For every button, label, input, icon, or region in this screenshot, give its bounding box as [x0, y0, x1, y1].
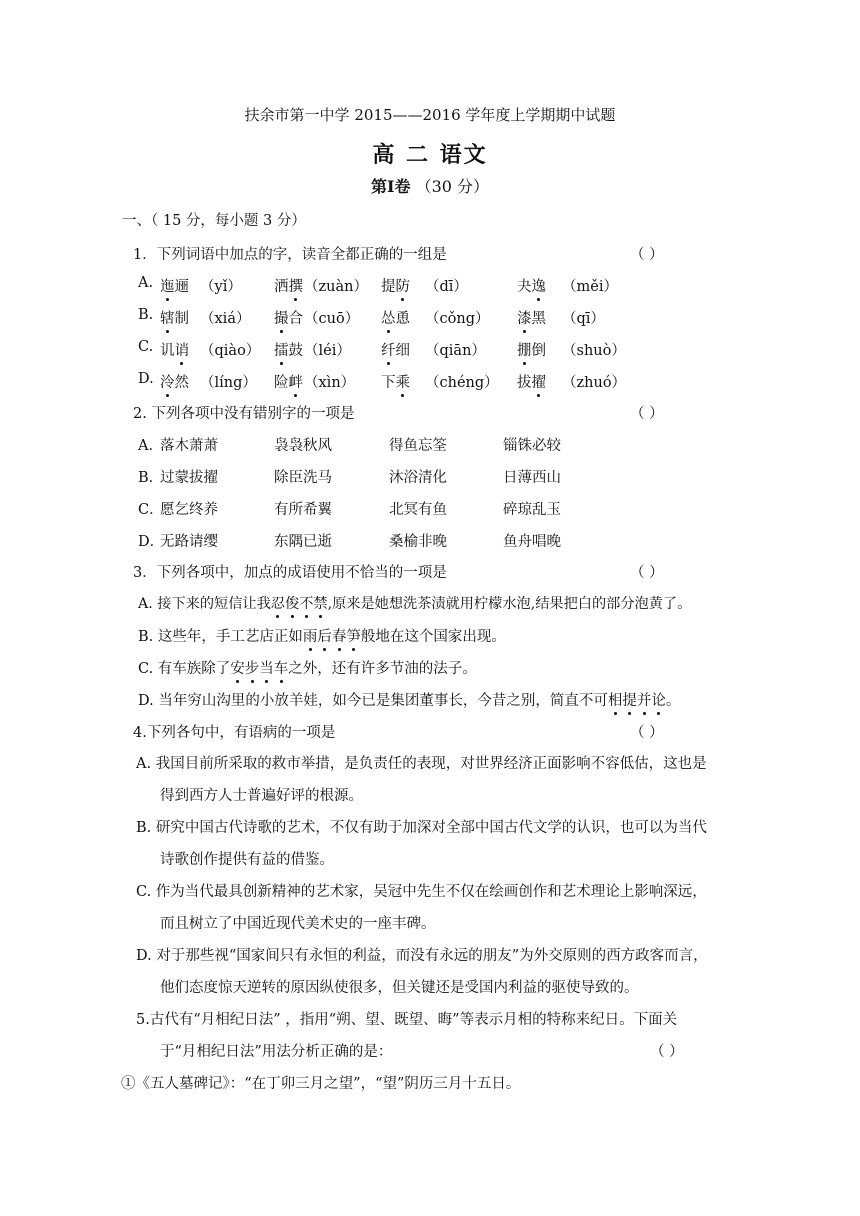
q3-option-b: B. 这些年，手工艺店正如雨后春笋般地在这个国家出现。 [138, 625, 506, 646]
q4-option-b-line2: 诗歌创作提供有益的借鉴。 [160, 852, 334, 868]
q1-pinyin: （xiá） [200, 311, 251, 327]
emphasis-char: 论 [651, 689, 666, 710]
emphasis-char: 俊 [285, 593, 299, 613]
q4-option-d-line2: 他们态度惊天逆转的原因纵使很多，但关键还是受国内利益的驱使导致的。 [160, 980, 639, 996]
q4-option-b-line1: B. 研究中国古代诗歌的艺术，不仅有助于加深对全部中国古代文学的认识，也可以为当代 [136, 820, 707, 836]
q4-stem: 4.下列各句中，有语病的一项是 [133, 725, 336, 741]
q2-phrase: 除臣洗马 [274, 470, 332, 486]
q1-pinyin: （yǐ） [200, 279, 242, 295]
q1-word: 擂鼓 [274, 339, 303, 360]
q2-phrase: 桑榆非晚 [389, 534, 447, 550]
q2-option-letter: A． [138, 438, 163, 454]
emphasis-char: 雨 [303, 625, 318, 646]
emphasis-char: 安 [230, 657, 245, 678]
emphasis-char: 提 [622, 689, 637, 710]
q5-item-1: ①《五人墓碑记》：“在丁卯三月之望”，“望”阴历三月十五日。 [121, 1076, 521, 1092]
q1-pinyin: （qiān） [425, 343, 486, 359]
q1-stem: 1．下列词语中加点的字，读音全都正确的一组是 [133, 247, 447, 263]
emphasis-char: 车 [274, 657, 289, 678]
q3-idiom-d [608, 693, 666, 709]
emphasis-char: 笋 [346, 625, 361, 646]
q1-option-letter: A. [138, 275, 154, 291]
q3-stem: 3．下列各项中，加点的成语使用不恰当的一项是 [133, 565, 447, 581]
q1-word: 纤细 [381, 339, 410, 360]
q1-word: 迤逦 [160, 275, 189, 296]
q4-option-a-line1: A. 我国目前所采取的救市举措，是负责任的表现，对世界经济正面影响不容低估，这也是 [136, 756, 707, 772]
q2-phrase: 落木萧萧 [160, 438, 218, 454]
q1-pinyin: （cuō） [304, 311, 360, 327]
q1-pinyin: （xìn） [304, 375, 356, 391]
q1-word: 拔擢 [517, 371, 546, 392]
emphasis-char: 步 [245, 657, 260, 678]
q2-option-letter: B． [138, 470, 164, 486]
q1-pinyin: （qiào） [200, 343, 261, 359]
emphasis-char: 并 [637, 689, 652, 710]
q2-phrase: 袅袅秋风 [274, 438, 332, 454]
q1-option-letter: D. [138, 371, 154, 387]
q1-pinyin: （chéng） [425, 375, 499, 391]
q1-pinyin: （shuò） [562, 343, 626, 359]
q2-phrase: 日薄西山 [503, 470, 561, 486]
q1-option-letter: C. [138, 339, 154, 355]
q4-option-a-line2: 得到西方人士普遍好评的根源。 [160, 788, 363, 804]
q4-option-c-line2: 而且树立了中国近现代美术史的一座丰碑。 [160, 916, 436, 932]
q2-option-letter: C． [138, 502, 164, 518]
q3-idiom-b [303, 629, 361, 645]
q1-pinyin: （zhuó） [562, 375, 627, 391]
q1-word: 下乘 [381, 371, 410, 392]
q1-pinyin: （měi） [562, 279, 618, 295]
q1-answer-paren: （ ） [630, 247, 664, 263]
emphasis-char: 相 [608, 689, 623, 710]
q3-answer-paren: （ ） [630, 565, 664, 581]
q2-phrase: 得鱼忘筌 [389, 438, 447, 454]
q2-phrase: 北冥有鱼 [389, 502, 447, 518]
q1-word: 洒撰 [274, 275, 303, 296]
q3-idiom-a [271, 596, 328, 612]
exam-volume-heading [0, 174, 860, 197]
q4-option-d-line1: D. 对于那些视“国家间只有永恒的利益，而没有永远的朋友”为外交原则的西方政客而言， [136, 948, 708, 964]
q3-option-c: C. 有车族除了安步当车之外，还有许多节油的法子。 [138, 657, 477, 678]
q1-pinyin: （dī） [425, 279, 468, 295]
q2-phrase: 有所希翼 [274, 502, 332, 518]
q1-word: 讥诮 [160, 339, 189, 360]
q1-option-letter: B. [138, 307, 154, 323]
q2-phrase: 锱铢必较 [503, 438, 561, 454]
volume-score: （30 分） [415, 177, 490, 196]
exam-school-line: 扶余市第一中学 2015——2016 学年度上学期期中试题 [244, 106, 616, 124]
q1-word: 夬逸 [517, 275, 546, 296]
q4-answer-paren: （ ） [630, 725, 664, 741]
emphasis-char: 后 [317, 625, 332, 646]
q2-phrase: 碎琼乱玉 [503, 502, 561, 518]
q1-word: 怂恿 [381, 307, 410, 328]
emphasis-char: 不 [299, 593, 313, 613]
exam-subject-title: 高 二 语文 [372, 142, 488, 168]
q3-idiom-c [230, 661, 288, 677]
q3-option-d: D. 当年穷山沟里的小放羊娃，如今已是集团董事长，今昔之别，简直不可相提并论。 [138, 689, 680, 710]
q5-stem-line1: 5.古代有“月相纪日法” ，指用“朔、望、既望、晦”等表示月相的特称来纪日。下面关 [136, 1012, 678, 1028]
q2-stem: 2. 下列各项中没有错别字的一项是 [133, 406, 355, 422]
q2-phrase: 过蒙拔擢 [160, 470, 218, 486]
q2-phrase: 东隅已逝 [274, 534, 332, 550]
q1-pinyin: （qī） [562, 311, 605, 327]
emphasis-char: 当 [259, 657, 274, 678]
q1-pinyin: （zuàn） [304, 279, 368, 295]
q5-answer-paren: （ ） [650, 1044, 684, 1060]
q1-word: 泠然 [160, 371, 189, 392]
q2-phrase: 无路请缨 [160, 534, 218, 550]
q1-word: 提防 [381, 275, 410, 296]
q4-option-c-line1: C. 作为当代最具创新精神的艺术家，吴冠中先生不仅在绘画创作和艺术理论上影响深远， [136, 884, 707, 900]
q1-word: 撮合 [274, 307, 303, 328]
emphasis-char: 春 [332, 625, 347, 646]
q1-word: 险衅 [274, 371, 303, 392]
emphasis-char: 忍 [271, 593, 285, 613]
q2-phrase: 愿乞终养 [160, 502, 218, 518]
q2-phrase: 沐浴清化 [389, 470, 447, 486]
q1-word: 辖制 [160, 307, 189, 328]
q1-pinyin: （líng） [200, 375, 257, 391]
q1-word: 漆黑 [517, 307, 546, 328]
q2-answer-paren: （ ） [630, 406, 664, 422]
q5-stem-line2: 于“月相纪日法”用法分析正确的是： [160, 1044, 393, 1060]
q1-word: 掤倒 [517, 339, 546, 360]
q2-phrase: 鱼舟唱晚 [503, 534, 561, 550]
emphasis-char: 禁 [313, 593, 327, 613]
section-title: 一、（ 15 分，每小题 3 分） [122, 213, 306, 229]
volume-label: 第Ⅰ卷 [370, 177, 411, 196]
q2-option-letter: D． [138, 534, 165, 550]
q3-option-a: A. 接下来的短信让我忍俊不禁,原来是她想洗茶渍就用柠檬水泡,结果把白的部分泡黄了。 [138, 593, 691, 613]
q1-pinyin: （léi） [304, 343, 351, 359]
q1-pinyin: （cǒng） [425, 311, 490, 327]
